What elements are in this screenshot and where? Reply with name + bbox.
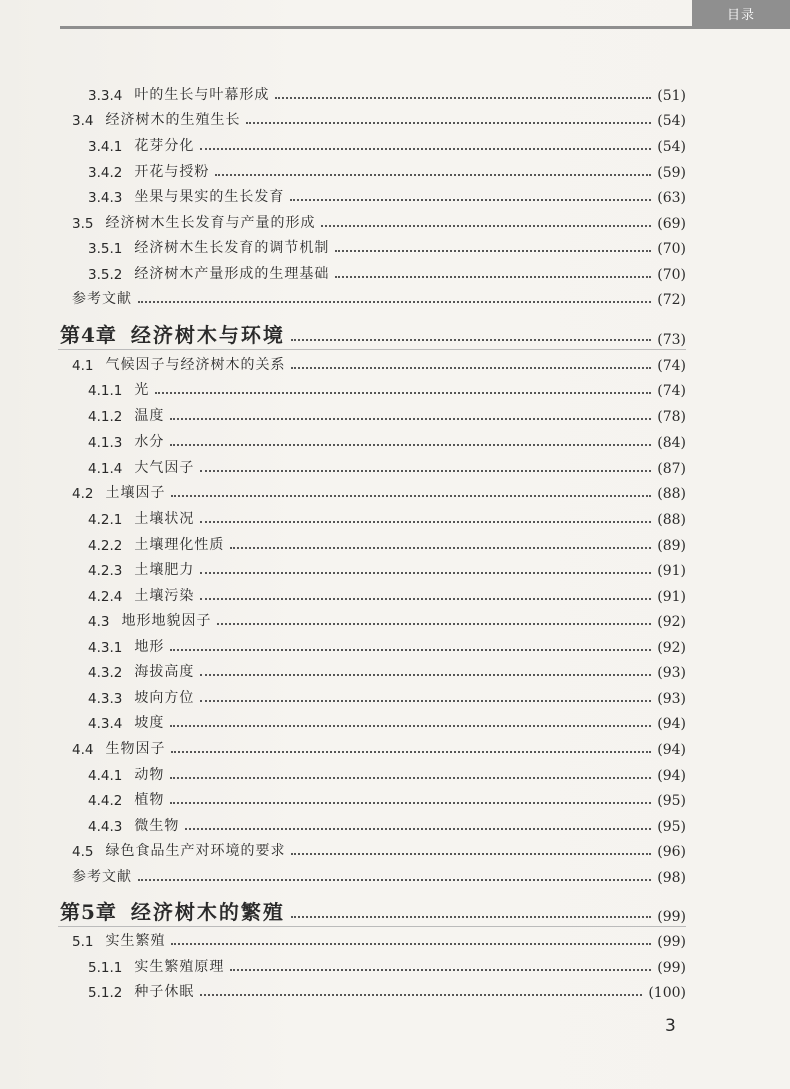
- entry-title: 水分: [134, 434, 165, 450]
- leader-dots: [200, 148, 651, 150]
- entry-title: 地形: [134, 639, 165, 655]
- entry-page: (93): [657, 691, 686, 707]
- leader-dots: [200, 521, 651, 523]
- leader-dots: [230, 547, 651, 549]
- leader-dots: [170, 725, 651, 727]
- entry-page: (74): [657, 383, 686, 399]
- leader-dots: [215, 174, 651, 176]
- toc-entry[interactable]: [0, 476, 790, 502]
- entry-number: 4.3.2: [88, 665, 123, 681]
- toc-entry[interactable]: [0, 528, 790, 554]
- entry-number: 5.1: [72, 934, 94, 950]
- leader-dots: [291, 367, 651, 369]
- entry-number: 5.1.1: [88, 960, 123, 976]
- entry-page: (59): [657, 165, 686, 181]
- toc-entry[interactable]: [0, 604, 790, 630]
- entry-number: 4.1.2: [88, 409, 123, 425]
- entry-title: 坐果与果实的生长发育: [134, 189, 285, 205]
- leader-dots: [335, 250, 651, 252]
- toc-entry[interactable]: [0, 425, 790, 451]
- entry-page: (72): [657, 292, 686, 308]
- toc-entry[interactable]: [0, 103, 790, 129]
- entry-number: 3.4: [72, 113, 94, 129]
- entry-page: (99): [657, 934, 686, 950]
- entry-number: 5.1.2: [88, 985, 123, 1001]
- toc-entry[interactable]: [0, 579, 790, 605]
- entry-title: 土壤因子: [105, 485, 166, 501]
- entry-title: 参考文献: [72, 291, 132, 307]
- leader-dots: [290, 199, 651, 201]
- entry-number: 4.1.4: [88, 461, 123, 477]
- entry-page: (100): [648, 985, 686, 1001]
- entry-title: 叶的生长与叶幕形成: [134, 87, 270, 103]
- entry-page: (69): [657, 216, 686, 232]
- leader-dots: [185, 828, 651, 830]
- entry-number: 4.2.3: [88, 563, 123, 579]
- entry-page: (96): [657, 844, 686, 860]
- toc-entry[interactable]: [0, 78, 790, 104]
- toc-entry[interactable]: [0, 950, 790, 976]
- leader-dots: [200, 700, 651, 702]
- toc-entry[interactable]: [0, 129, 790, 155]
- entry-title: 土壤状况: [134, 511, 195, 527]
- entry-page: (51): [657, 88, 686, 104]
- leader-dots: [335, 276, 651, 278]
- toc-entry[interactable]: [0, 630, 790, 656]
- entry-number: 4.3: [88, 614, 110, 630]
- toc-entry[interactable]: [0, 399, 790, 425]
- chapter-title: 经济树木的繁殖: [130, 900, 285, 924]
- leader-dots: [170, 418, 651, 420]
- chapter-number: 第5章: [60, 900, 117, 924]
- chapter-title: 经济树木与环境: [130, 323, 285, 347]
- leader-dots: [171, 495, 651, 497]
- entry-number: 4.4.3: [88, 819, 123, 835]
- entry-title: 地形地貌因子: [121, 613, 212, 629]
- leader-dots: [171, 751, 651, 753]
- leader-dots: [200, 994, 642, 996]
- toc-entry[interactable]: [0, 834, 790, 860]
- entry-number: 4.2.1: [88, 512, 123, 528]
- entry-number: 4.4.2: [88, 793, 123, 809]
- entry-page: (54): [657, 113, 686, 129]
- entry-page: (99): [657, 960, 686, 976]
- leader-dots: [200, 598, 651, 600]
- entry-title: 经济树木的生殖生长: [105, 112, 241, 128]
- entry-page: (91): [657, 563, 686, 579]
- leader-dots: [291, 853, 651, 855]
- entry-number: 3.5: [72, 216, 94, 232]
- entry-number: 4.2.2: [88, 538, 123, 554]
- entry-page: (91): [657, 589, 686, 605]
- entry-title: 实生繁殖: [105, 933, 166, 949]
- toc-entry[interactable]: [0, 451, 790, 477]
- leader-dots: [171, 943, 651, 945]
- entry-title: 花芽分化: [134, 138, 195, 154]
- entry-title: 实生繁殖原理: [134, 959, 225, 975]
- leader-dots: [246, 122, 651, 124]
- entry-page: (88): [657, 512, 686, 528]
- toc-entry[interactable]: [0, 155, 790, 181]
- entry-number: 4.4: [72, 742, 94, 758]
- toc-entry-references[interactable]: [0, 282, 790, 308]
- entry-title: 绿色食品生产对环境的要求: [105, 843, 286, 859]
- leader-dots: [200, 572, 651, 574]
- entry-title: 土壤肥力: [134, 562, 195, 578]
- leader-dots: [321, 225, 651, 227]
- toc-entry[interactable]: [0, 257, 790, 283]
- entry-number: 4.2.4: [88, 589, 123, 605]
- leader-dots: [230, 969, 651, 971]
- entry-page: (54): [657, 139, 686, 155]
- entry-title: 大气因子: [134, 460, 195, 476]
- entry-page: (70): [657, 267, 686, 283]
- entry-number: 4.1.1: [88, 383, 123, 399]
- toc-entry-references[interactable]: [0, 860, 790, 886]
- entry-page: (87): [657, 461, 686, 477]
- entry-title: 温度: [134, 408, 165, 424]
- toc-entry[interactable]: [0, 975, 790, 1001]
- entry-page: (73): [657, 332, 686, 348]
- entry-title: 土壤理化性质: [134, 537, 225, 553]
- entry-page: (88): [657, 486, 686, 502]
- entry-number: 3.5.1: [88, 241, 123, 257]
- entry-page: (94): [657, 716, 686, 732]
- entry-page: (94): [657, 768, 686, 784]
- entry-title: 坡度: [134, 715, 165, 731]
- entry-title: 参考文献: [72, 869, 132, 885]
- entry-page: (70): [657, 241, 686, 257]
- leader-dots: [291, 916, 651, 918]
- entry-title: 光: [134, 382, 150, 398]
- entry-title: 动物: [134, 767, 165, 783]
- entry-page: (99): [657, 909, 686, 925]
- entry-number: 4.1.3: [88, 435, 123, 451]
- entry-number: 4.2: [72, 486, 94, 502]
- entry-number: 3.4.1: [88, 139, 123, 155]
- entry-number: 4.4.1: [88, 768, 123, 784]
- entry-number: 3.4.2: [88, 165, 123, 181]
- toc-entry[interactable]: [0, 924, 790, 950]
- entry-page: (93): [657, 665, 686, 681]
- toc-entry[interactable]: [0, 348, 790, 374]
- entry-title: 海拔高度: [134, 664, 195, 680]
- toc-chapter-5[interactable]: [0, 895, 790, 925]
- entry-title: 植物: [134, 792, 165, 808]
- entry-page: (92): [657, 614, 686, 630]
- toc-entry[interactable]: [0, 206, 790, 232]
- entry-page: (74): [657, 358, 686, 374]
- toc-entry[interactable]: [0, 732, 790, 758]
- toc-entry[interactable]: [0, 758, 790, 784]
- toc-entry[interactable]: [0, 180, 790, 206]
- entry-title: 开花与授粉: [134, 164, 210, 180]
- chapter-number: 第4章: [60, 323, 117, 347]
- toc-entry[interactable]: [0, 655, 790, 681]
- entry-title: 生物因子: [105, 741, 166, 757]
- entry-number: 4.1: [72, 358, 94, 374]
- toc-entry[interactable]: [0, 783, 790, 809]
- leader-dots: [138, 879, 651, 881]
- entry-number: 3.4.3: [88, 190, 123, 206]
- leader-dots: [200, 674, 651, 676]
- toc-entry[interactable]: [0, 681, 790, 707]
- entry-title: 气候因子与经济树木的关系: [105, 357, 286, 373]
- entry-number: 4.5: [72, 844, 94, 860]
- leader-dots: [291, 339, 651, 341]
- entry-title: 种子休眠: [134, 984, 195, 1000]
- toc-entry[interactable]: [0, 373, 790, 399]
- toc-entry[interactable]: [0, 502, 790, 528]
- entry-number: 4.3.1: [88, 640, 123, 656]
- entry-number: 3.3.4: [88, 88, 123, 104]
- leader-dots: [275, 97, 651, 99]
- section-tab: 目录: [692, 0, 790, 26]
- entry-title: 坡向方位: [134, 690, 195, 706]
- entry-page: (94): [657, 742, 686, 758]
- leader-dots: [155, 392, 651, 394]
- toc-entry[interactable]: [0, 809, 790, 835]
- leader-dots: [138, 301, 651, 303]
- entry-number: 3.5.2: [88, 267, 123, 283]
- entry-page: (95): [657, 793, 686, 809]
- entry-page: (89): [657, 538, 686, 554]
- entry-page: (92): [657, 640, 686, 656]
- toc-entry[interactable]: [0, 706, 790, 732]
- toc-entry[interactable]: [0, 553, 790, 579]
- entry-page: (78): [657, 409, 686, 425]
- entry-number: 4.3.4: [88, 716, 123, 732]
- entry-title: 经济树木产量形成的生理基础: [134, 266, 330, 282]
- leader-dots: [170, 649, 651, 651]
- leader-dots: [170, 444, 651, 446]
- leader-dots: [200, 470, 651, 472]
- toc-entry[interactable]: [0, 231, 790, 257]
- entry-title: 经济树木生长发育的调节机制: [134, 240, 330, 256]
- entry-number: 4.3.3: [88, 691, 123, 707]
- entry-title: 经济树木生长发育与产量的形成: [105, 215, 316, 231]
- toc-chapter-4[interactable]: [0, 318, 790, 348]
- entry-page: (95): [657, 819, 686, 835]
- page-number: 3: [665, 1016, 676, 1036]
- entry-title: 土壤污染: [134, 588, 195, 604]
- leader-dots: [217, 623, 651, 625]
- entry-page: (63): [657, 190, 686, 206]
- entry-title: 微生物: [134, 818, 180, 834]
- entry-page: (84): [657, 435, 686, 451]
- entry-page: (98): [657, 870, 686, 886]
- leader-dots: [170, 777, 651, 779]
- leader-dots: [170, 802, 651, 804]
